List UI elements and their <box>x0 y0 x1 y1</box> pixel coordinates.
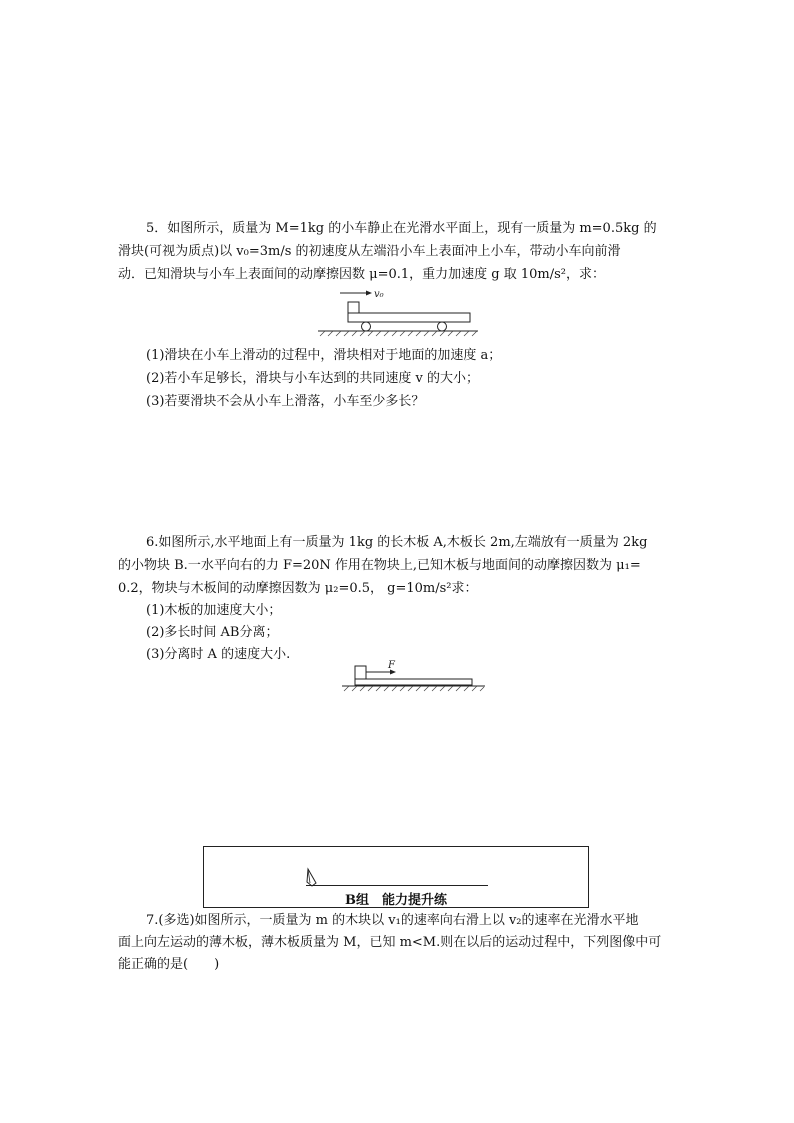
q6-stem-line-2: 的小物块 B.一水平向右的力 F=20N 作用在物块上,已知木板与地面间的动摩擦因数为 μ₁= <box>118 558 641 573</box>
q6-question-1: (1)木板的加速度大小； <box>146 603 282 618</box>
q5-stem-line-3: 动．已知滑块与小车上表面间的动摩擦因数 μ=0.1，重力加速度 g 取 10m/s²，求： <box>118 267 605 282</box>
group-b-title: B组 能力提升练 <box>345 893 447 908</box>
force-label: F <box>388 660 395 671</box>
q5-question-1: (1)滑块在小车上滑动的过程中，滑块相对于地面的加速度 a； <box>146 348 502 363</box>
q5-stem-line-1: 5．如图所示，质量为 M=1kg 的小车静止在光滑水平面上，现有一质量为 m=0.5kg 的 <box>146 221 657 236</box>
banner-underline <box>306 885 488 886</box>
q7-stem-line-2: 面上向左运动的薄木板，薄木板质量为 M，已知 m<M.则在以后的运动过程中，下列图像中可 <box>118 935 662 950</box>
velocity-label: v₀ <box>374 289 384 300</box>
q5-question-3: (3)若要滑块不会从小车上滑落，小车至少多长？ <box>146 394 425 409</box>
cart-wheel-right <box>438 322 447 331</box>
slider-block <box>348 302 359 313</box>
q5-cart-figure <box>318 288 478 338</box>
q5-stem-line-2: 滑块(可视为质点)以 v₀=3m/s 的初速度从左端沿小车上表面冲上小车，带动小车向前滑 <box>118 244 621 259</box>
block-b <box>355 666 366 679</box>
q6-stem-line-1: 6.如图所示,水平地面上有一质量为 1kg 的长木板 A,木板长 2m,左端放有一质量为 2kg <box>146 535 648 550</box>
q6-board-figure <box>342 658 487 692</box>
cart-wheel-left <box>362 322 371 331</box>
q6-question-3: (3)分离时 A 的速度大小. <box>146 647 291 662</box>
q6-stem-line-3: 0.2，物块与木板间的动摩擦因数为 μ₂=0.5， g=10m/s²求： <box>118 581 478 596</box>
q7-stem-line-3: 能正确的是( ) <box>118 957 220 972</box>
group-b-banner <box>203 846 589 908</box>
ground-hatching <box>320 331 477 336</box>
cart-board <box>348 313 470 322</box>
q5-question-2: (2)若小车足够长，滑块与小车达到的共同速度 v 的大小； <box>146 371 480 386</box>
ground-hatching <box>344 686 484 691</box>
q6-question-2: (2)多长时间 AB分离； <box>146 625 279 640</box>
velocity-arrowhead <box>366 291 372 296</box>
q7-stem-line-1: 7.(多选)如图所示，一质量为 m 的木块以 v₁的速率向右滑上以 v₂的速率在光滑水平地 <box>146 913 639 928</box>
board-a <box>355 679 472 685</box>
